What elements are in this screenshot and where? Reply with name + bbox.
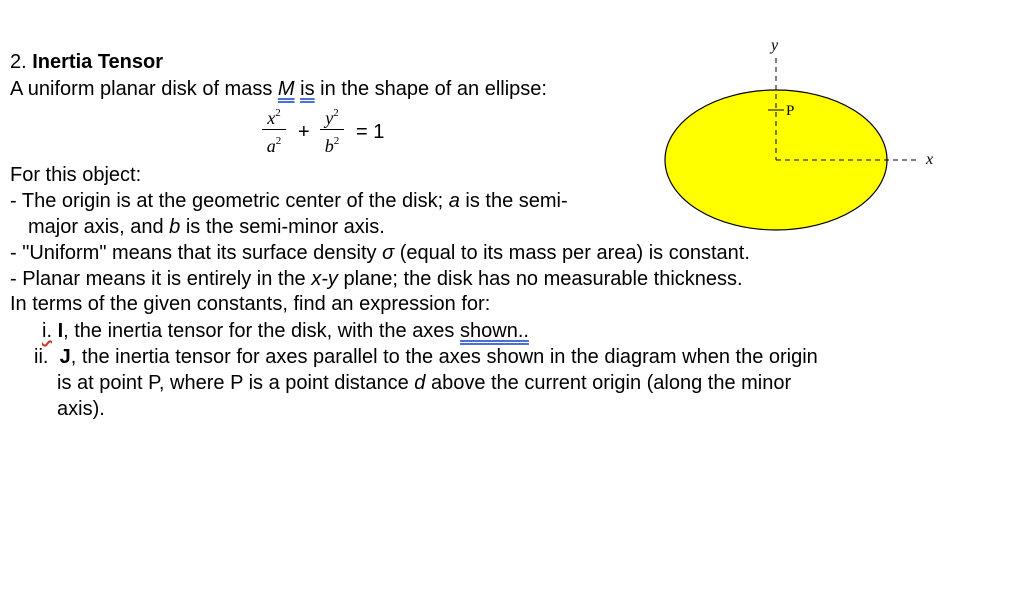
equation-rhs: = 1 xyxy=(356,121,385,143)
problem-heading: Inertia Tensor xyxy=(32,51,164,73)
plus-sign: + xyxy=(298,121,310,143)
bullet-origin-cont: major axis, and b is the semi-minor axis. xyxy=(28,216,385,238)
intro-is: is xyxy=(300,78,315,100)
intro-text: A uniform planar disk of mass xyxy=(10,78,278,100)
item-ii-cont2: axis). xyxy=(57,398,105,420)
for-object-heading: For this object: xyxy=(10,164,142,186)
problem-number: 2. xyxy=(10,51,27,73)
x-axis-label: x xyxy=(926,151,934,168)
terms-line: In terms of the given constants, find an expression for: xyxy=(10,293,491,315)
item-i-shown: shown.. xyxy=(460,320,529,342)
item-ii-cont1: is at point P, where P is a point distance d above the current origin (along the minor xyxy=(57,372,792,394)
item-ii-number: ii. xyxy=(34,346,49,368)
y-axis-label: y xyxy=(771,37,779,54)
bullet-planar: - Planar means it is entirely in the x-y plane; the disk has no measurable thickness. xyxy=(10,268,743,290)
mass-symbol: M xyxy=(277,78,295,100)
intro-post: in the shape of an ellipse: xyxy=(314,78,547,100)
a-denominator: $a^2$ xyxy=(266,135,282,156)
point-p-label: P xyxy=(786,103,795,119)
x-numerator: $x^2$ xyxy=(267,107,281,128)
item-ii: ii. J, the inertia tensor for axes parallel to the axes shown in the diagram when the origin xyxy=(34,346,818,368)
bullet-uniform: - "Uniform" means that its surface density σ (equal to its mass per area) is constant. xyxy=(10,242,750,264)
item-i: i. I, the inertia tensor for the disk, with the axes shown.. xyxy=(42,320,529,342)
b-denominator: $b^2$ xyxy=(324,135,340,156)
item-i-number: i. xyxy=(42,320,52,342)
tensor-J: J xyxy=(59,346,71,368)
bullet-origin: - The origin is at the geometric center of the disk; a is the semi- xyxy=(10,190,568,212)
y-numerator: $y^2$ xyxy=(325,107,339,128)
tensor-I: I xyxy=(57,320,64,342)
